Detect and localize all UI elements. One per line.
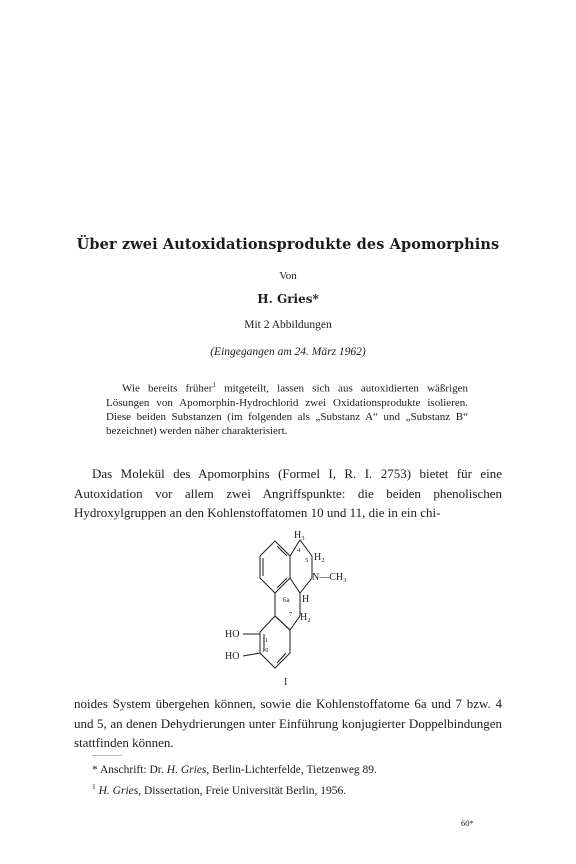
formula-h3-top: $H_3$ xyxy=(294,530,305,542)
abstract-text-start: Wie bereits früher xyxy=(122,382,213,395)
footnote-address xyxy=(92,764,512,776)
abstract-text-rest: mitgeteilt, lassen sich aus autoxidierten wäßrigen Lösungen von Apomorphin-Hydrochlorid zwei Oxidationsprodukte isolieren. Diese beiden Substanzen (im folgenden als „Substanz A“ und „Substanz B“ bezeichnet) werden näher charakterisiert. xyxy=(106,382,469,438)
abstract-footnote-ref: 1 xyxy=(212,381,216,389)
footnote-author: H. Gries xyxy=(166,764,207,776)
formula-pos7: 7 xyxy=(289,611,293,618)
received-date: (Eingegangen am 24. März 1962) xyxy=(210,346,366,358)
formula-ho-10: HO xyxy=(225,651,240,662)
formula-ho-11: HO xyxy=(225,629,240,640)
article-title: Über zwei Autoxidationsprodukte des Apomorphins xyxy=(76,236,500,253)
formula-h6a: H xyxy=(302,594,310,605)
author-name: H. Gries* xyxy=(257,292,319,306)
formula-pos10: 10 xyxy=(262,647,269,654)
abstract xyxy=(106,378,468,438)
formula-pos5: 5 xyxy=(305,557,309,564)
footnote-reference xyxy=(92,782,512,797)
formula-pos4: 4 xyxy=(297,547,301,554)
formula-h7: $H_2$ xyxy=(300,612,311,624)
formula-label: I xyxy=(284,677,288,688)
illustrations-note: Mit 2 Abbildungen xyxy=(244,319,332,331)
footnote-rest: , Berlin-Lichterfelde, Tietzenweg 89. xyxy=(206,764,377,776)
footnote-rest: , Dissertation, Freie Universität Berlin, 1956. xyxy=(138,784,347,797)
body-paragraph-2: noides System übergehen können, sowie die Kohlenstoffatome 6a und 7 bzw. 4 und 5, an denen Dehydrierungen unter Einführung konjugierter Doppelbindungen stattfinden können. xyxy=(74,696,502,751)
footnote-number: 1 xyxy=(92,782,96,791)
footnote-author: H. Gries xyxy=(98,784,139,797)
byline-von: Von xyxy=(279,270,297,282)
formula-pos6a: 6a xyxy=(283,596,290,604)
body-text-1: Das Molekül des Apomorphins (Formel I, R. I. 2753) bietet für eine Autoxidation vor allem zwei Angriffspunkte: die beiden phenolischen Hydroxylgruppen an den Kohlenstoffatomen 10 und 11, die in ein chi- xyxy=(74,466,502,521)
body-paragraph-1 xyxy=(74,464,502,523)
page-number: 60* xyxy=(461,818,474,828)
formula-h2: $H_2$ xyxy=(314,552,325,564)
structural-formula xyxy=(200,528,400,690)
formula-pos11: 11 xyxy=(262,637,269,644)
footnote-mark: * xyxy=(92,764,98,776)
formula-labels xyxy=(225,530,346,688)
formula-n-ch3: $N—CH_3$ xyxy=(312,572,347,584)
footnote-separator xyxy=(92,755,122,756)
footnote-prefix: Anschrift: Dr. xyxy=(100,764,167,776)
